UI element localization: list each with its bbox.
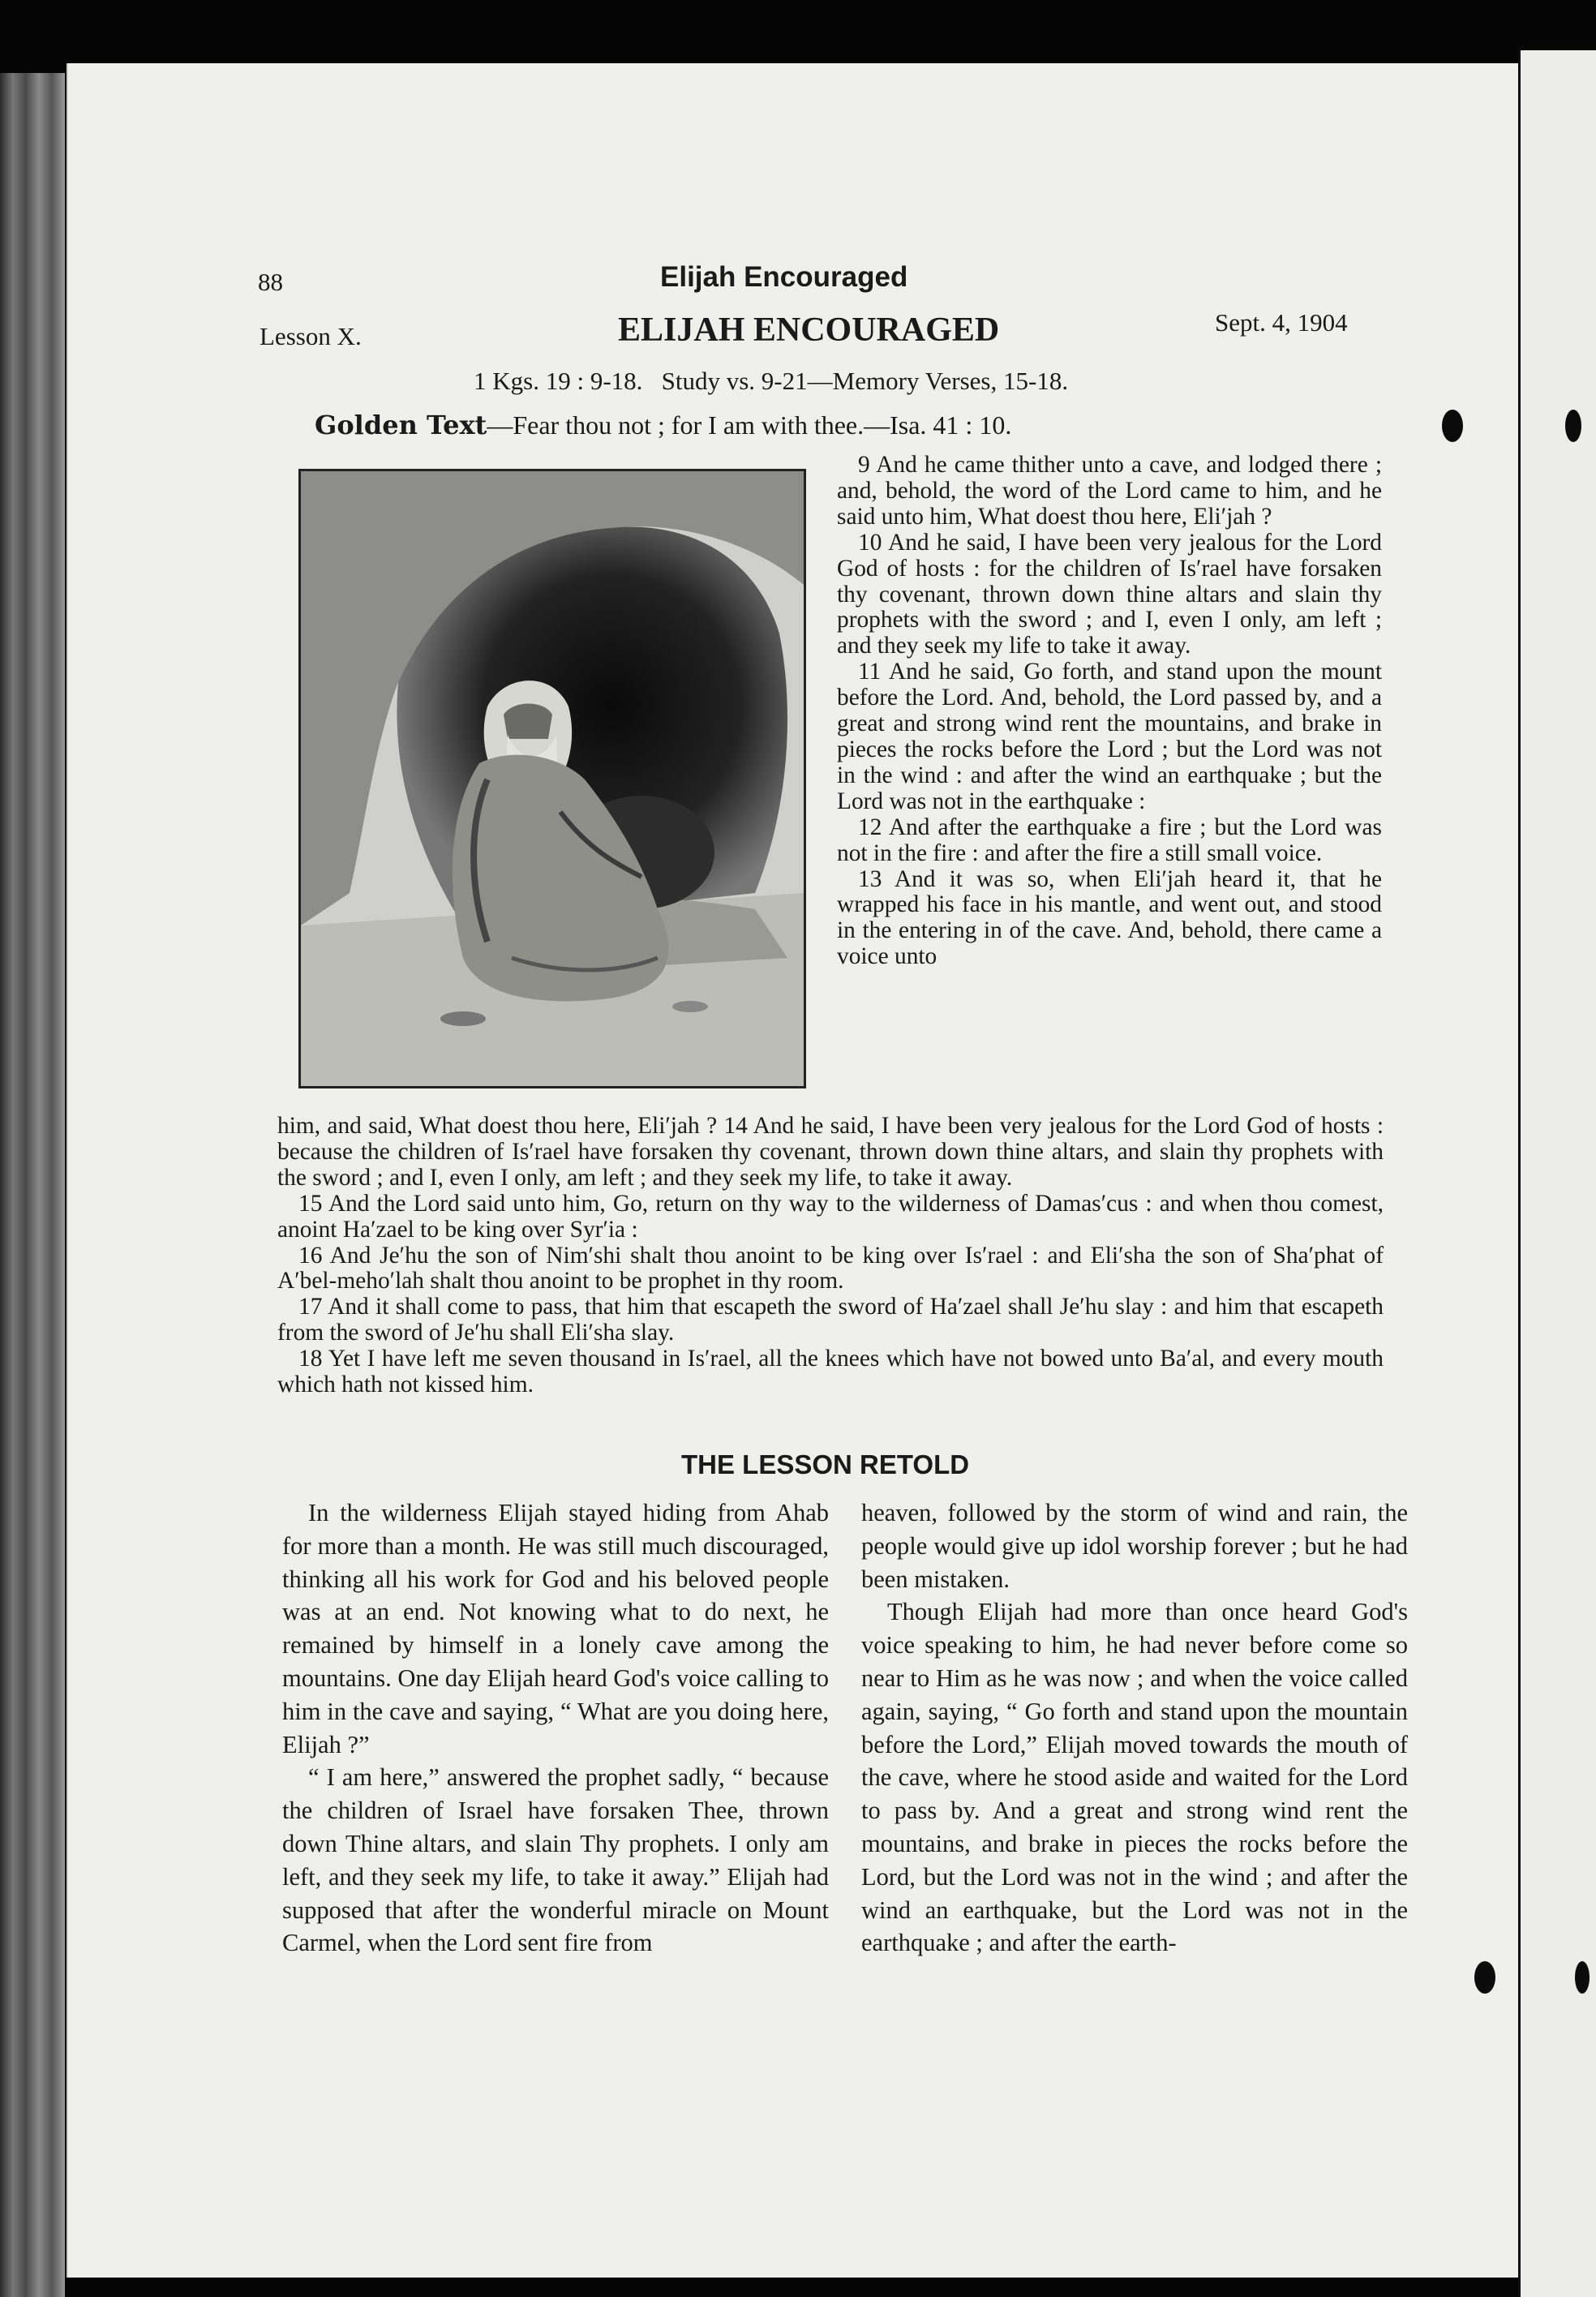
verse-15: 15 And the Lord said unto him, Go, return on thy way to the wilderness of Damas′cus : and when thou comest, anoint Ha′zael to be king over Syr′ia : bbox=[277, 1190, 1384, 1243]
scripture-verses-column bbox=[837, 453, 1382, 970]
verse-12: 12 And after the earthquake a fire ; but the Lord was not in the fire : and after the fire a still small voice. bbox=[837, 814, 1382, 866]
lesson-retold-heading: THE LESSON RETOLD bbox=[681, 1449, 970, 1479]
page-number: 88 bbox=[258, 268, 283, 296]
verse-13-14: him, and said, What doest thou here, Eli′jah ? 14 And he said, I have been very jealous for the Lord God of hosts : because the children of Is′rael have forsaken thy covenant, thrown down thine altars, and slain thy prophets with the sword ; and I, even I only, am left ; and they seek my life, to take it away. bbox=[277, 1113, 1384, 1191]
retold-paragraph: heaven, followed by the storm of wind and rain, the people would give up idol worship forever ; but he had been mistaken. bbox=[861, 1499, 1408, 1593]
scripture-verses-wide bbox=[277, 1114, 1384, 1398]
retold-paragraph: In the wilderness Elijah stayed hiding from Ahab for more than a month. He was still much discouraged, thinking all his work for God and his beloved people was at an end. Not knowing what to do next, he remained by himself in a lonely cave among the mountains. One day Elijah heard God's voice calling to him in the cave and saying, “ What are you doing here, Elijah ?” bbox=[282, 1499, 829, 1758]
golden-text-label: Golden Text bbox=[315, 410, 487, 440]
punch-hole-icon bbox=[1474, 1961, 1495, 1994]
verse-17: 17 And it shall come to pass, that him that escapeth the sword of Ha′zael shall Je′hu slay : and him that escapeth from the sword of Je′hu shall Eli′sha slay. bbox=[277, 1294, 1384, 1346]
scripture-reference: 1 Kgs. 19 : 9-18. Study vs. 9-21—Memory Verses, 15-18. bbox=[474, 367, 1069, 395]
retold-paragraph: Though Elijah had more than once heard God's voice speaking to him, he had never before come so near to Him as he was now ; and when the voice called again, saying, “ Go forth and stand upon the mountain before the Lord,” Elijah moved towards the mouth of the cave, where he stood aside and waited for the Lord to pass by. And a great and strong wind rent the mountains, and brake in pieces the rocks before the Lord, but the Lord was not in the wind ; and after the wind an earthquake, but the Lord was not in the earthquake ; and after the earth- bbox=[861, 1598, 1408, 1957]
golden-text-body: —Fear thou not ; for I am with thee.—Isa. 41 : 10. bbox=[487, 410, 1012, 440]
punch-hole-icon bbox=[1575, 1961, 1590, 1994]
lesson-date: Sept. 4, 1904 bbox=[1215, 308, 1348, 337]
adjacent-page-edge bbox=[1518, 50, 1596, 2297]
verse-13: 13 And it was so, when Eli′jah heard it, that he wrapped his face in his mantle, and went out, and stood in the entering in of the cave. And, behold, there came a voice unto bbox=[837, 865, 1382, 970]
lesson-number: Lesson X. bbox=[260, 322, 362, 350]
verse-9: 9 And he came thither unto a cave, and lodged there ; and, behold, the word of the Lord came to him, and he said unto him, What doest thou here, Eli′jah ? bbox=[837, 452, 1382, 530]
book-spine bbox=[0, 73, 65, 2297]
verse-10: 10 And he said, I have been very jealous for the Lord God of hosts : for the children of Is′rael have forsaken thy covenant, thrown down thine altars and slain thy prophets with the sword ; and I, even I only, am left ; and they seek my life to take it away. bbox=[837, 529, 1382, 659]
verse-16: 16 And Je′hu the son of Nim′shi shalt thou anoint to be king over Is′rael : and Eli′sha the son of Sha′phat of A′bel-meho′lah shalt thou anoint to be prophet in thy room. bbox=[277, 1242, 1384, 1294]
golden-text bbox=[315, 410, 1011, 440]
punch-hole-icon bbox=[1565, 410, 1581, 442]
punch-hole-icon bbox=[1442, 410, 1463, 442]
retold-left-column bbox=[282, 1496, 829, 1960]
lesson-title: ELIJAH ENCOURAGED bbox=[618, 311, 1000, 349]
retold-right-column bbox=[861, 1496, 1408, 1960]
elijah-in-cave-illustration bbox=[298, 469, 806, 1088]
verse-11: 11 And he said, Go forth, and stand upon the mount before the Lord. And, behold, the Lord passed by, and a great and strong wind rent the mountains, and brake in pieces the rocks before the Lord ; but the Lord was not in the wind : and after the wind an earthquake ; but the Lord was not in the earthquake : bbox=[837, 659, 1382, 814]
retold-paragraph: “ I am here,” answered the prophet sadly, “ because the children of Israel have forsaken Thee, thrown down Thine altars, and slain Thy prophets. I only am left, and they seek my life, to take it away.” Elijah had supposed that after the wonderful miracle on Mount Carmel, when the Lord sent fire from bbox=[282, 1763, 829, 1957]
running-title: Elijah Encouraged bbox=[660, 261, 908, 293]
verse-18: 18 Yet I have left me seven thousand in Is′rael, all the knees which have not bowed unto Ba′al, and every mouth which hath not kissed him. bbox=[277, 1346, 1384, 1398]
